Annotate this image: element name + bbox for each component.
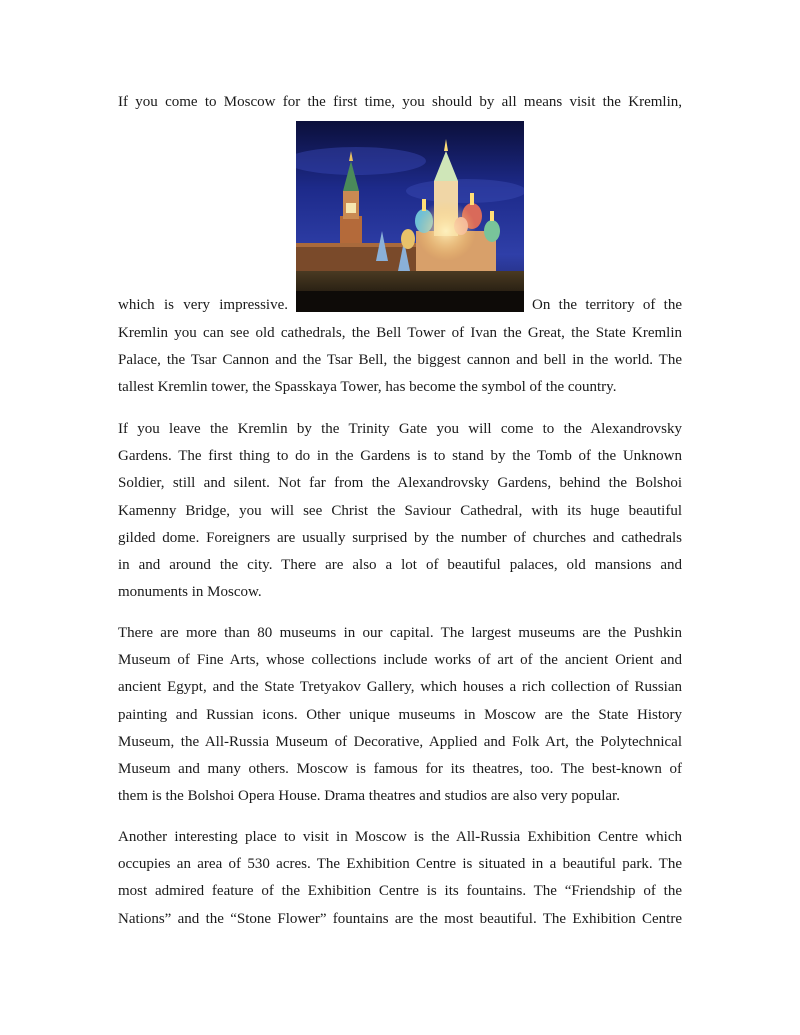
text-line: them is the Bolshoi Opera House. Drama theatres and studios are also very popular. <box>118 788 620 805</box>
text-line: in and around the city. There are also a lot of beautiful palaces, old mansions and <box>118 557 682 574</box>
paragraph-1-body <box>118 320 682 402</box>
text-line: ancient Egypt, and the State Tretyakov Gallery, which houses a rich collection of Russian <box>118 679 682 696</box>
text-line: tallest Kremlin tower, the Spasskaya Tower, has become the symbol of the country. <box>118 379 617 396</box>
paragraph-4 <box>118 824 682 933</box>
text-line: Museum of Fine Arts, whose collections include works of art of the ancient Orient and <box>118 652 682 669</box>
text-line: occupies an area of 530 acres. The Exhibition Centre is situated in a beautiful park. The <box>118 856 682 873</box>
kremlin-photo <box>296 121 524 312</box>
text-line: Gardens. The first thing to do in the Gardens is to stand by the Tomb of the Unknown <box>118 448 682 465</box>
paragraph-1-line-1 <box>118 89 682 116</box>
text-line: Nations” and the “Stone Flower” fountains are the most beautiful. The Exhibition Centre <box>118 910 682 927</box>
text-line: painting and Russian icons. Other unique museums in Moscow are the State History <box>118 706 682 723</box>
text-line: Palace, the Tsar Cannon and the Tsar Bell, the biggest cannon and bell in the world. The <box>118 352 682 369</box>
text-line: gilded dome. Foreigners are usually surprised by the number of churches and cathedrals <box>118 529 682 546</box>
text-line: monuments in Moscow. <box>118 584 262 601</box>
text-fragment-left: which is very impressive. <box>118 297 288 313</box>
text-line: Museum and many others. Moscow is famous for its theatres, too. The best-known of <box>118 761 682 778</box>
text-line: If you leave the Kremlin by the Trinity Gate you will come to the Alexandrovsky <box>118 421 682 437</box>
text-line: Another interesting place to visit in Moscow is the All-Russia Exhibition Centre which <box>118 829 682 845</box>
text-line: Soldier, still and silent. Not far from the Alexandrovsky Gardens, behind the Bolshoi <box>118 475 682 492</box>
paragraph-3 <box>118 620 682 810</box>
paragraph-2 <box>118 416 682 606</box>
text-line: If you come to Moscow for the first time, you should by all means visit the Kremlin, <box>118 94 682 110</box>
text-fragment-right: On the territory of the <box>532 297 682 313</box>
text-line: Kremlin you can see old cathedrals, the Bell Tower of Ivan the Great, the State Kremlin <box>118 325 682 341</box>
text-line: There are more than 80 museums in our capital. The largest museums are the Pushkin <box>118 625 682 641</box>
text-line: most admired feature of the Exhibition Centre is its fountains. The “Friendship of the <box>118 883 682 900</box>
text-line: Museum, the All-Russia Museum of Decorative, Applied and Folk Art, the Polytechnical <box>118 733 682 750</box>
text-line: Kamenny Bridge, you will see Christ the Saviour Cathedral, with its huge beautiful <box>118 502 682 519</box>
